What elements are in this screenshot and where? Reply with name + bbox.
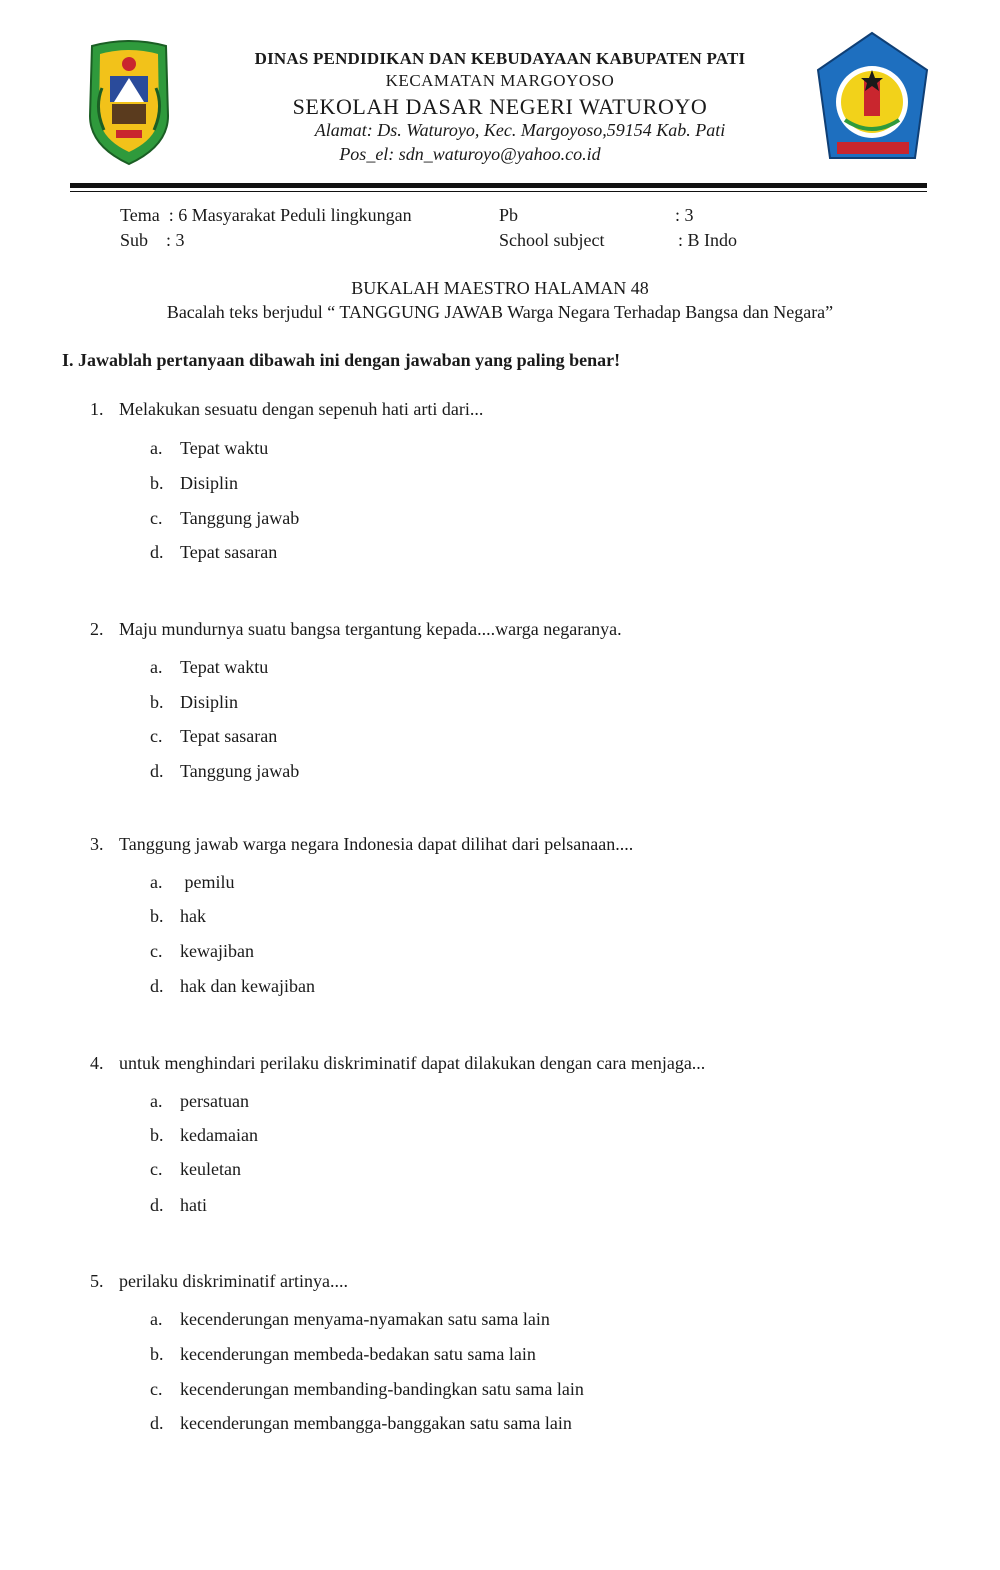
header-divider-thick: [70, 183, 927, 188]
option-text: Disiplin: [180, 473, 239, 493]
option-letter: a.: [150, 657, 163, 677]
question-1: [90, 399, 970, 420]
question-number: 3.: [90, 834, 104, 854]
option-text: Tepat waktu: [180, 657, 269, 677]
header-divider-thin: [70, 191, 927, 192]
option-letter: b.: [150, 906, 164, 926]
option-text: Disiplin: [180, 692, 239, 712]
question-number: 4.: [90, 1053, 104, 1073]
option-letter: a.: [150, 438, 163, 458]
option-3d[interactable]: [150, 976, 315, 997]
school-email: Pos_el: sdn_waturoyo@yahoo.co.id: [339, 144, 601, 164]
option-5b[interactable]: [150, 1344, 536, 1365]
option-1c[interactable]: [150, 508, 299, 529]
option-text: hati: [180, 1195, 207, 1215]
sd-negeri-waturoyo-badge-icon: [815, 30, 930, 165]
option-letter: c.: [150, 508, 163, 528]
question-number: 1.: [90, 399, 104, 419]
option-text: kecenderungan membanding-bandingkan satu sama lain: [180, 1379, 584, 1399]
option-letter: b.: [150, 1125, 164, 1145]
letterhead-district: KECAMATAN MARGOYOSO: [385, 71, 615, 90]
section-heading: I. Jawablah pertanyaan dibawah ini dengan jawaban yang paling benar!: [62, 350, 621, 370]
option-3a[interactable]: [150, 872, 235, 893]
option-5d[interactable]: [150, 1413, 572, 1434]
subject-label: School subject: [499, 230, 605, 250]
reading-instruction: Bacalah teks berjudul “ TANGGUNG JAWAB Warga Negara Terhadap Bangsa dan Negara”: [166, 302, 834, 322]
option-letter: b.: [150, 473, 164, 493]
option-text: kecenderungan menyama-nyamakan satu sama lain: [180, 1309, 550, 1329]
question-text: Tanggung jawab warga negara Indonesia dapat dilihat dari pelsanaan....: [119, 834, 634, 854]
option-2b[interactable]: [150, 692, 238, 713]
option-text: keuletan: [180, 1159, 241, 1179]
option-text: Tepat sasaran: [180, 726, 278, 746]
option-letter: c.: [150, 1379, 163, 1399]
option-text: Tanggung jawab: [180, 508, 300, 528]
question-4: [90, 1053, 970, 1074]
option-letter: d.: [150, 976, 164, 996]
reading-heading: BUKALAH MAESTRO HALAMAN 48: [351, 278, 649, 298]
pb-value: : 3: [675, 205, 694, 225]
option-letter: a.: [150, 872, 163, 892]
option-text: Tanggung jawab: [180, 761, 300, 781]
option-text: kecenderungan membeda-bedakan satu sama lain: [180, 1344, 536, 1364]
letterhead-agency: DINAS PENDIDIKAN DAN KEBUDAYAAN KABUPATEN PATI: [254, 49, 746, 68]
question-text: Melakukan sesuatu dengan sepenuh hati arti dari...: [119, 399, 484, 419]
pb-label: Pb: [499, 205, 519, 225]
option-5a[interactable]: [150, 1309, 550, 1330]
question-2: [90, 619, 970, 640]
option-text: Tepat waktu: [180, 438, 269, 458]
option-4d[interactable]: [150, 1195, 207, 1216]
option-text: kedamaian: [180, 1125, 258, 1145]
option-letter: b.: [150, 1344, 164, 1364]
question-5: [90, 1271, 970, 1292]
option-1a[interactable]: [150, 438, 268, 459]
option-text: kecenderungan membangga-banggakan satu sama lain: [180, 1413, 572, 1433]
question-number: 5.: [90, 1271, 104, 1291]
school-name: SEKOLAH DASAR NEGERI WATUROYO: [292, 94, 708, 119]
option-2c[interactable]: [150, 726, 277, 747]
option-4c[interactable]: [150, 1159, 241, 1180]
sub-field: Sub : 3: [120, 230, 185, 250]
option-letter: b.: [150, 692, 164, 712]
question-text: Maju mundurnya suatu bangsa tergantung kepada....warga negaranya.: [119, 619, 622, 639]
option-letter: d.: [150, 1413, 164, 1433]
question-3: [90, 834, 970, 855]
question-text: perilaku diskriminatif artinya....: [119, 1271, 348, 1291]
option-text: hak: [180, 906, 206, 926]
option-text: pemilu: [180, 872, 235, 892]
option-letter: c.: [150, 726, 163, 746]
option-2d[interactable]: [150, 761, 299, 782]
option-1d[interactable]: [150, 542, 277, 563]
option-letter: c.: [150, 1159, 163, 1179]
option-5c[interactable]: [150, 1379, 584, 1400]
option-3c[interactable]: [150, 941, 254, 962]
option-letter: a.: [150, 1309, 163, 1329]
option-letter: a.: [150, 1091, 163, 1111]
option-text: Tepat sasaran: [180, 542, 278, 562]
option-letter: d.: [150, 1195, 164, 1215]
option-3b[interactable]: [150, 906, 206, 927]
option-letter: d.: [150, 542, 164, 562]
option-2a[interactable]: [150, 657, 268, 678]
subject-value: : B Indo: [678, 230, 738, 250]
question-text: untuk menghindari perilaku diskriminatif dapat dilakukan dengan cara menjaga...: [119, 1053, 706, 1073]
option-letter: c.: [150, 941, 163, 961]
option-text: persatuan: [180, 1091, 249, 1111]
question-number: 2.: [90, 619, 104, 639]
option-text: kewajiban: [180, 941, 254, 961]
option-4b[interactable]: [150, 1125, 258, 1146]
option-text: hak dan kewajiban: [180, 976, 315, 996]
option-1b[interactable]: [150, 473, 238, 494]
option-letter: d.: [150, 761, 164, 781]
school-address: Alamat: Ds. Waturoyo, Kec. Margoyoso,59154 Kab. Pati: [314, 120, 726, 140]
option-4a[interactable]: [150, 1091, 249, 1112]
tema-field: Tema : 6 Masyarakat Peduli lingkungan: [120, 205, 412, 225]
